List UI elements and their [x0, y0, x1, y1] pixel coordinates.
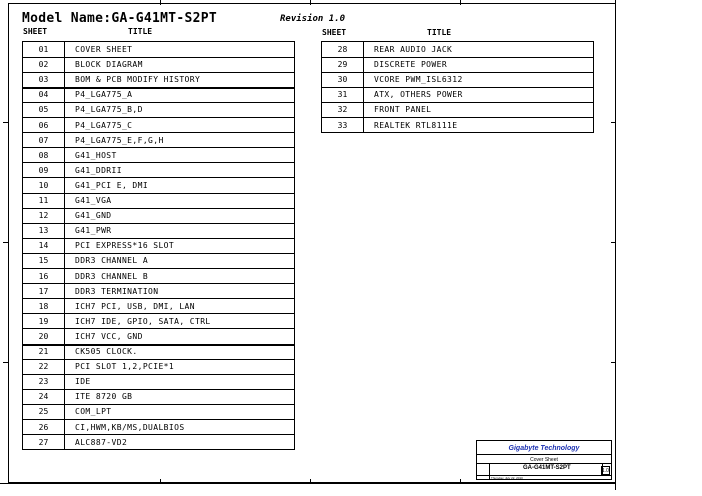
title-column-header-right: TITLE: [427, 28, 452, 37]
sheet-title: G41_HOST: [75, 150, 117, 160]
sheet-title: REALTEK RTL8111E: [374, 120, 458, 130]
table-row: [23, 163, 294, 178]
table-row: [23, 238, 294, 253]
border-tick: [310, 0, 311, 5]
table-row: [23, 344, 294, 359]
sheet-number: 06: [38, 120, 49, 130]
title-block-line: [477, 463, 611, 464]
sheet-title: BLOCK DIAGRAM: [75, 60, 143, 70]
sheet-number: 29: [337, 60, 348, 70]
revision-label: Revision 1.0: [280, 14, 346, 24]
sheet-number: 08: [38, 150, 49, 160]
table-row: [322, 42, 593, 57]
table-row: [23, 178, 294, 193]
sheet-number: 16: [38, 271, 49, 281]
table-row: [23, 72, 294, 87]
sheet-title: ICH7 IDE, GPIO, SATA, CTRL: [75, 316, 211, 326]
sheet-title: G41_PWR: [75, 226, 112, 236]
border-tick: [611, 362, 616, 363]
table-row: [23, 42, 294, 57]
table-row: [322, 57, 593, 72]
sheet-number: 33: [337, 120, 348, 130]
sheet-title: VCORE PWM_ISL6312: [374, 75, 463, 85]
sheet-title: ALC887-VD2: [75, 437, 128, 447]
border-tick: [310, 479, 311, 484]
table-row: [322, 102, 593, 117]
sheet-index-table-right: [321, 41, 594, 133]
border-tick: [460, 0, 461, 5]
sheet-number: 24: [38, 392, 49, 402]
frame-bottom-edge: [0, 483, 616, 484]
sheet-number: 05: [38, 105, 49, 115]
sheet-number: 12: [38, 211, 49, 221]
border-tick: [3, 242, 8, 243]
sheet-title: FRONT PANEL: [374, 105, 432, 115]
table-row: [23, 435, 294, 450]
sheet-number: 14: [38, 241, 49, 251]
sheet-number: 21: [38, 347, 49, 356]
sheet-number: 15: [38, 256, 49, 266]
sheet-title: P4_LGA775_E,F,G,H: [75, 135, 164, 145]
sheet-number: 10: [38, 180, 49, 190]
sheet-name: Cover Sheet: [530, 457, 558, 463]
table-row: [23, 133, 294, 148]
sheet-title: IDE: [75, 377, 91, 387]
sheet-title: DDR3 CHANNEL B: [75, 271, 149, 281]
sheet-index-table-left: [22, 41, 295, 450]
sheet-column-header-right: SHEET: [322, 28, 347, 37]
table-row: [23, 374, 294, 389]
sheet-title: DDR3 CHANNEL A: [75, 256, 149, 266]
sheet-number: 25: [38, 407, 49, 417]
border-tick: [611, 122, 616, 123]
model-name: Model Name:GA-G41MT-S2PT: [22, 11, 218, 26]
sheet-number: 27: [38, 437, 49, 447]
table-row: [23, 269, 294, 284]
table-row: [23, 389, 294, 404]
sheet-title: G41_PCI E, DMI: [75, 180, 149, 190]
border-tick: [3, 122, 8, 123]
table-row: [23, 420, 294, 435]
sheet-number: 04: [38, 90, 49, 100]
sheet-title: PCI SLOT 1,2,PCIE*1: [75, 362, 175, 372]
table-row: [322, 118, 593, 133]
table-row: [23, 57, 294, 72]
sheet-title: G41_GND: [75, 211, 112, 221]
title-block-rev: 1.0: [602, 468, 609, 474]
sheet-number: 19: [38, 316, 49, 326]
sheet-number: 30: [337, 75, 348, 85]
table-row: [23, 329, 294, 344]
sheet-number: 13: [38, 226, 49, 236]
title-block-line: [477, 454, 611, 455]
sheet-number: 17: [38, 286, 49, 296]
sheet-title: CK505 CLOCK.: [75, 347, 138, 356]
table-row: [23, 102, 294, 117]
sheet-title: PCI EXPRESS*16 SLOT: [75, 241, 175, 251]
sheet-number: 18: [38, 301, 49, 311]
sheet-number: 02: [38, 60, 49, 70]
sheet-title: P4_LGA775_B,D: [75, 105, 143, 115]
table-row: [23, 87, 294, 102]
sheet-title: G41_VGA: [75, 196, 112, 205]
border-tick: [160, 0, 161, 5]
border-tick: [3, 362, 8, 363]
title-block-line: [489, 463, 490, 479]
border-tick: [611, 242, 616, 243]
sheet-title: P4_LGA775_A: [75, 90, 133, 100]
sheet-number: 22: [38, 362, 49, 372]
sheet-number: 32: [337, 105, 348, 115]
table-row: [23, 193, 294, 208]
sheet-number: 26: [38, 422, 49, 432]
sheet-number: 01: [38, 45, 49, 54]
table-row: [23, 118, 294, 133]
border-tick: [460, 479, 461, 484]
sheet-number: 11: [38, 196, 49, 205]
title-column-header-left: TITLE: [128, 27, 153, 36]
sheet-title: ICH7 VCC, GND: [75, 331, 143, 341]
sheet-title: CI,HWM,KB/MS,DUALBIOS: [75, 422, 185, 432]
table-row: [23, 359, 294, 374]
sheet-title: ATX, OTHERS POWER: [374, 90, 463, 100]
title-block-date: Thursday, July 22, 2010: [491, 476, 523, 480]
sheet-title: BOM & PCB MODIFY HISTORY: [75, 75, 201, 85]
sheet-column-header-left: SHEET: [23, 27, 48, 36]
sheet-title: DDR3 TERMINATION: [75, 286, 159, 296]
sheet-title: COVER SHEET: [75, 45, 133, 54]
sheet-number: 28: [337, 45, 348, 54]
table-row: [23, 284, 294, 299]
title-block: [476, 440, 612, 480]
table-row: [23, 314, 294, 329]
table-row: [322, 72, 593, 87]
sheet-title: REAR AUDIO JACK: [374, 45, 453, 54]
border-tick: [160, 479, 161, 484]
table-row: [23, 299, 294, 314]
company-name: Gigabyte Technology: [508, 445, 580, 452]
sheet-number: 20: [38, 331, 49, 341]
sheet-number: 31: [337, 90, 348, 100]
sheet-title: P4_LGA775_C: [75, 120, 133, 130]
frame-right-edge: [615, 0, 616, 490]
sheet-title: ITE 8720 GB: [75, 392, 133, 402]
sheet-number: 07: [38, 135, 49, 145]
table-row: [23, 253, 294, 268]
sheet-title: DISCRETE POWER: [374, 60, 448, 70]
table-row: [23, 208, 294, 223]
title-block-model: GA-G41MT-S2PT: [523, 465, 571, 471]
sheet-number: 03: [38, 75, 49, 85]
sheet-title: G41_DDRII: [75, 165, 122, 175]
sheet-title: COM_LPT: [75, 407, 112, 417]
table-row: [322, 87, 593, 102]
table-row: [23, 223, 294, 238]
sheet-number: 23: [38, 377, 49, 387]
table-row: [23, 148, 294, 163]
sheet-number: 09: [38, 165, 49, 175]
table-row: [23, 404, 294, 419]
sheet-title: ICH7 PCI, USB, DMI, LAN: [75, 301, 195, 311]
